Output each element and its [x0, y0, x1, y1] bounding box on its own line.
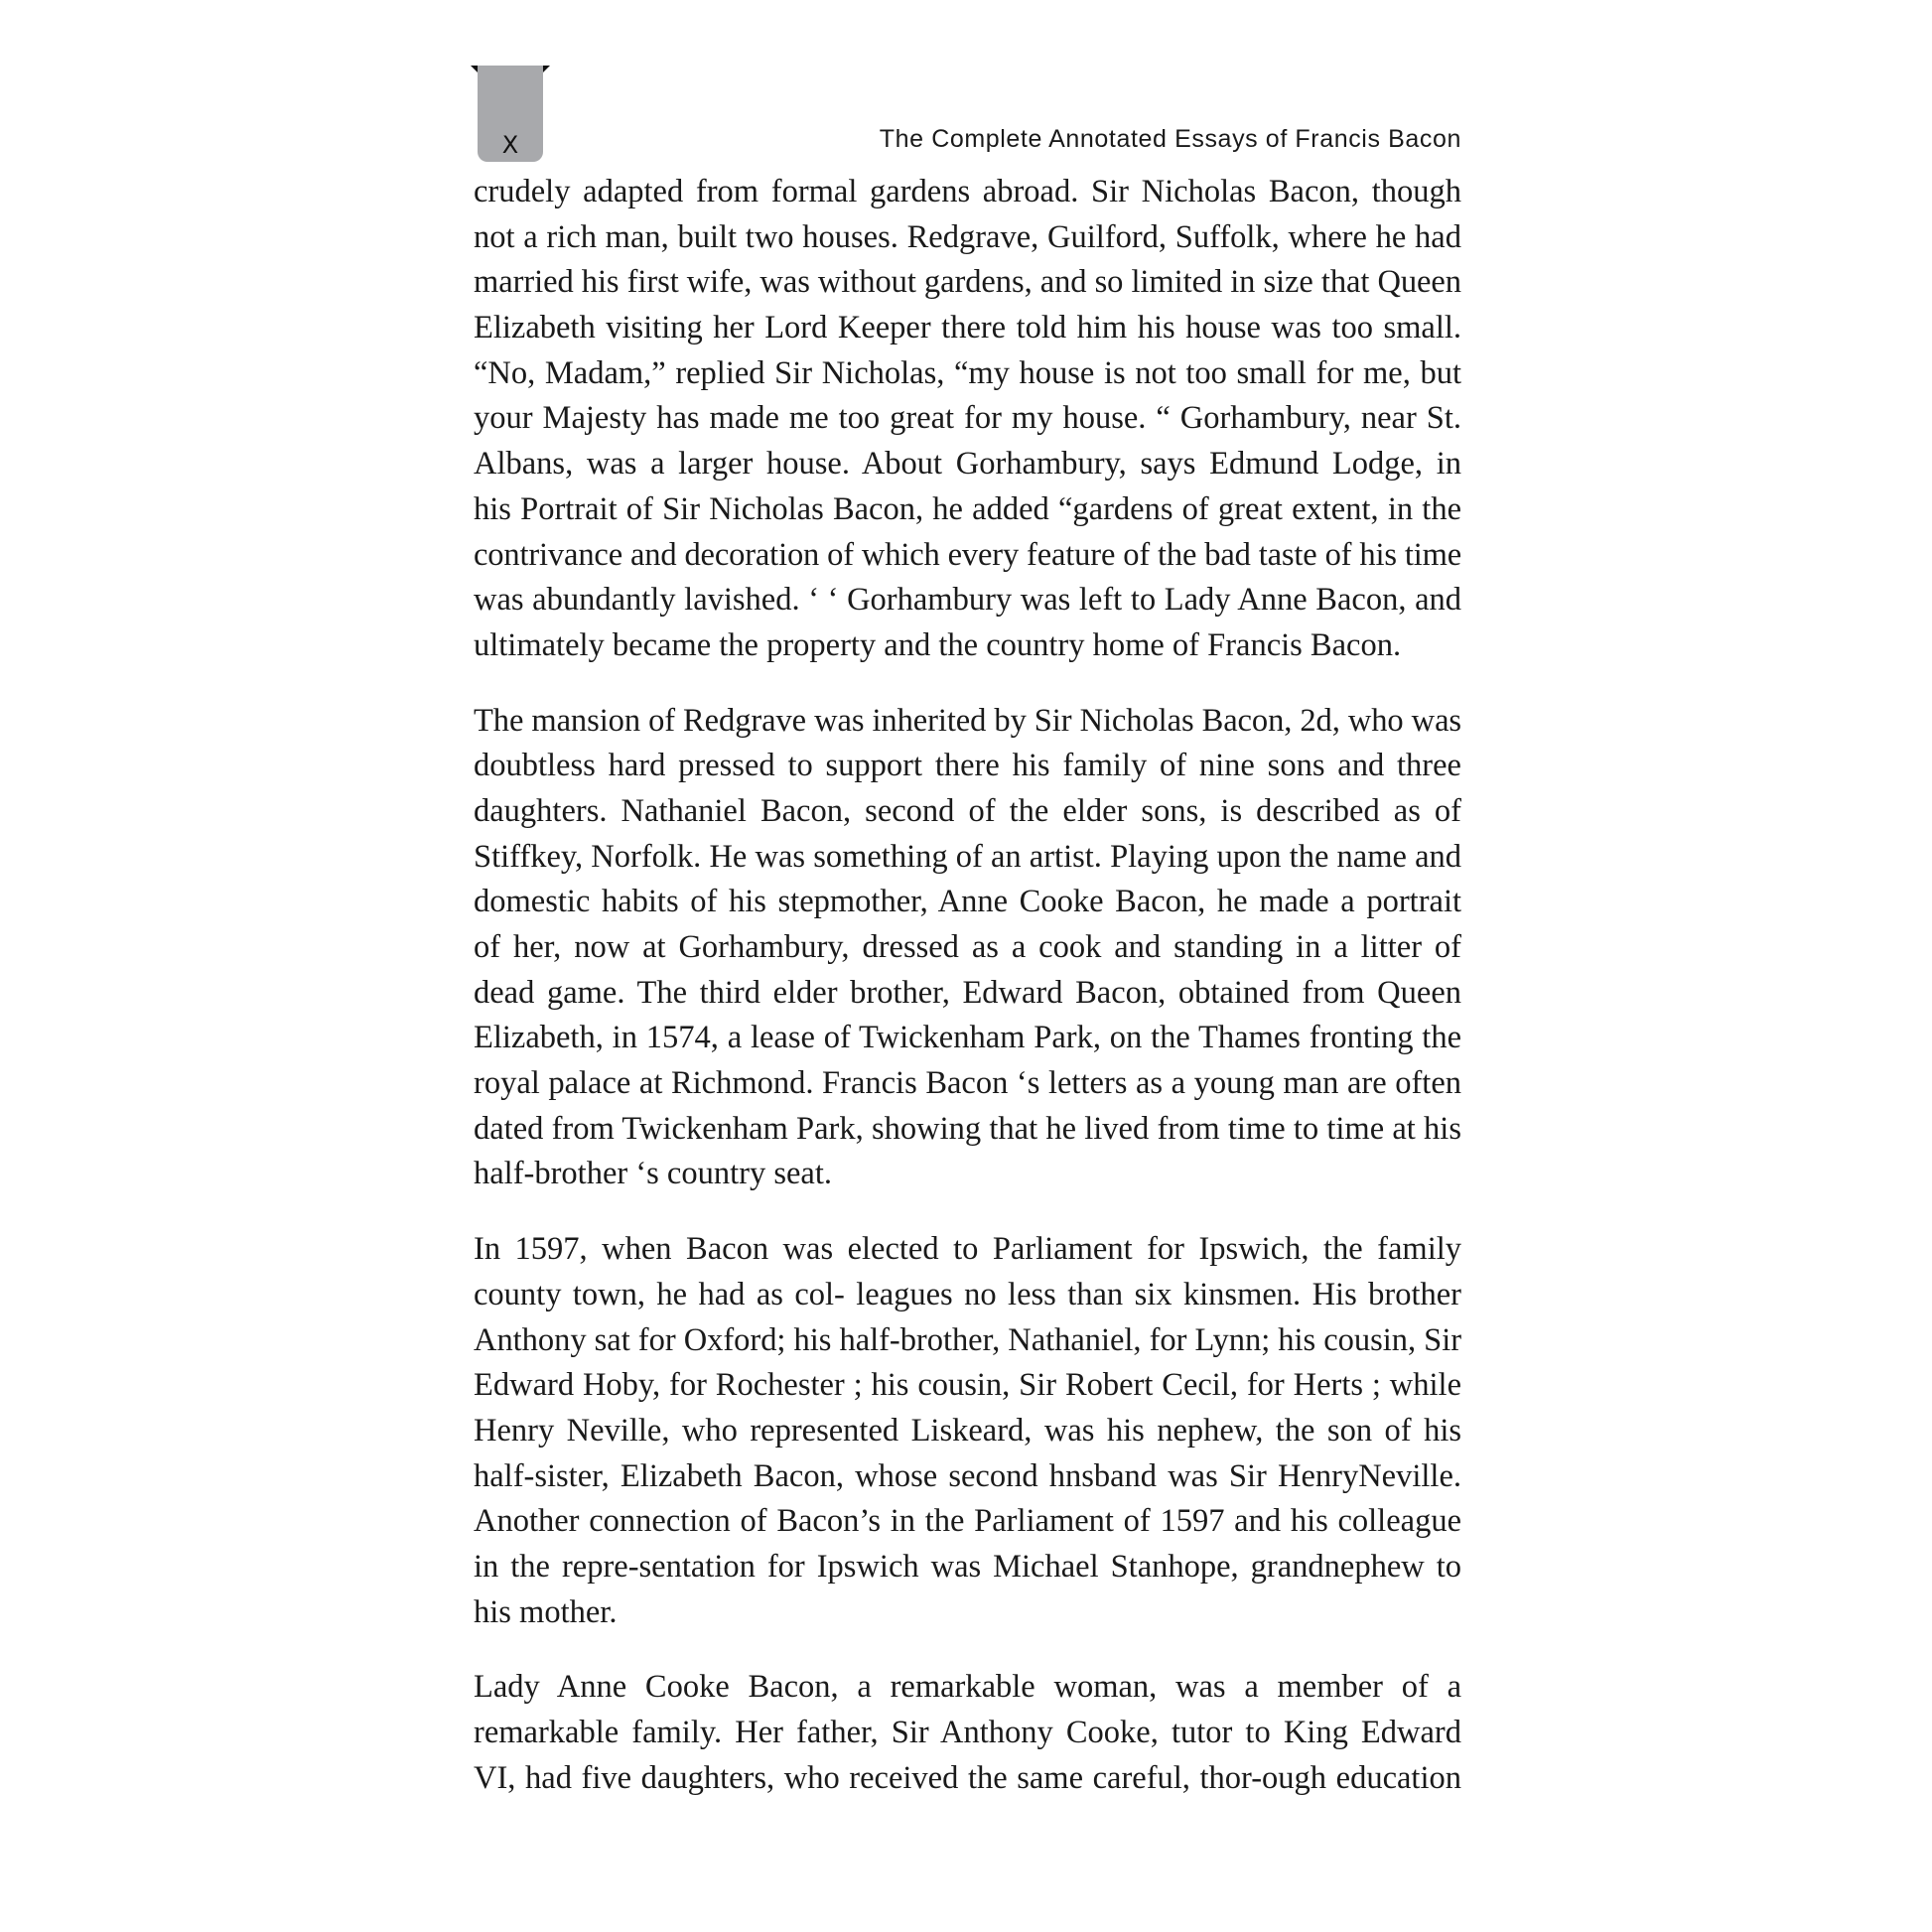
text-line: married his first wife, was without gardens, and so limited in size that Queen [474, 264, 1461, 301]
text-line: VI, had five daughters, who received the same careful, thor-ough education [474, 1759, 1461, 1796]
text-line: Edward Hoby, for Rochester ; his cousin, Sir Robert Cecil, for Herts ; while [474, 1367, 1461, 1404]
body-text [474, 170, 1461, 1831]
text-line: Another connection of Bacon’s in the Parliament of 1597 and his colleague [474, 1503, 1461, 1540]
text-line: Anthony sat for Oxford; his half-brother, Nathaniel, for Lynn; his cousin, Sir [474, 1321, 1462, 1358]
text-line: half-sister, Elizabeth Bacon, whose second hnsband was Sir HenryNeville. [474, 1457, 1461, 1494]
text-line: dated from Twickenham Park, showing that he lived from time to time at his [474, 1110, 1461, 1147]
bookmark-ear-right-icon [542, 66, 550, 73]
text-line: contrivance and decoration of which every feature of the bad taste of his time [474, 536, 1462, 573]
text-line: was abundantly lavished. ‘ ‘ Gorhambury was left to Lady Anne Bacon, and [474, 582, 1461, 619]
text-line: Elizabeth, in 1574, a lease of Twickenham Park, on the Thames fronting the [474, 1020, 1461, 1056]
paragraph [474, 170, 1461, 669]
text-line: his mother. [474, 1593, 618, 1630]
paragraph [474, 1227, 1461, 1635]
bookmark-label: X [501, 131, 519, 159]
text-line: not a rich man, built two houses. Redgrave, Guilford, Suffolk, where he had [474, 218, 1461, 255]
running-header-title: The Complete Annotated Essays of Francis Bacon [879, 125, 1461, 153]
text-line: dead game. The third elder brother, Edward Bacon, obtained from Queen [474, 974, 1461, 1011]
paragraph [474, 699, 1461, 1198]
bookmark-button[interactable] [471, 66, 550, 163]
text-line: “No, Madam,” replied Sir Nicholas, “my house is not too small for me, but [474, 354, 1461, 391]
text-line: Elizabeth visiting her Lord Keeper there told him his house was too small. [474, 310, 1461, 346]
text-line: Lady Anne Cooke Bacon, a remarkable woman, was a member of a [474, 1669, 1461, 1706]
text-line: Stiffkey, Norfolk. He was something of an artist. Playing upon the name and [474, 838, 1461, 875]
paragraph [474, 1665, 1461, 1801]
text-line: his Portrait of Sir Nicholas Bacon, he added “gardens of great extent, in the [474, 490, 1462, 527]
text-line: Albans, was a larger house. About Gorhambury, says Edmund Lodge, in [474, 446, 1461, 483]
text-line: county town, he had as col- leagues no less than six kinsmen. His brother [474, 1276, 1461, 1312]
text-line: in the repre-sentation for Ipswich was Michael Stanhope, grandnephew to [474, 1548, 1461, 1585]
text-line: In 1597, when Bacon was elected to Parliament for Ipswich, the family [474, 1231, 1462, 1268]
text-line: royal palace at Richmond. Francis Bacon ‘s letters as a young man are often [474, 1065, 1461, 1102]
text-line: Henry Neville, who represented Liskeard, was his nephew, the son of his [474, 1412, 1461, 1449]
text-line: domestic habits of his stepmother, Anne Cooke Bacon, he made a portrait [474, 884, 1461, 920]
text-line: remarkable family. Her father, Sir Anthony Cooke, tutor to King Edward [474, 1715, 1461, 1750]
text-line: of her, now at Gorhambury, dressed as a cook and standing in a litter of [474, 929, 1461, 965]
bookmark-ribbon-icon [478, 66, 543, 162]
text-line: crudely adapted from formal gardens abroad. Sir Nicholas Bacon, though [474, 174, 1461, 209]
text-line: half-brother ‘s country seat. [474, 1156, 832, 1192]
text-line: daughters. Nathaniel Bacon, second of the elder sons, is described as of [474, 792, 1461, 829]
text-line: your Majesty has made me too great for my house. “ Gorhambury, near St. [474, 400, 1461, 437]
text-line: The mansion of Redgrave was inherited by Sir Nicholas Bacon, 2d, who was [474, 702, 1461, 739]
text-line: doubtless hard pressed to support there his family of nine sons and three [474, 748, 1461, 784]
text-line: ultimately became the property and the country home of Francis Bacon. [474, 626, 1402, 663]
